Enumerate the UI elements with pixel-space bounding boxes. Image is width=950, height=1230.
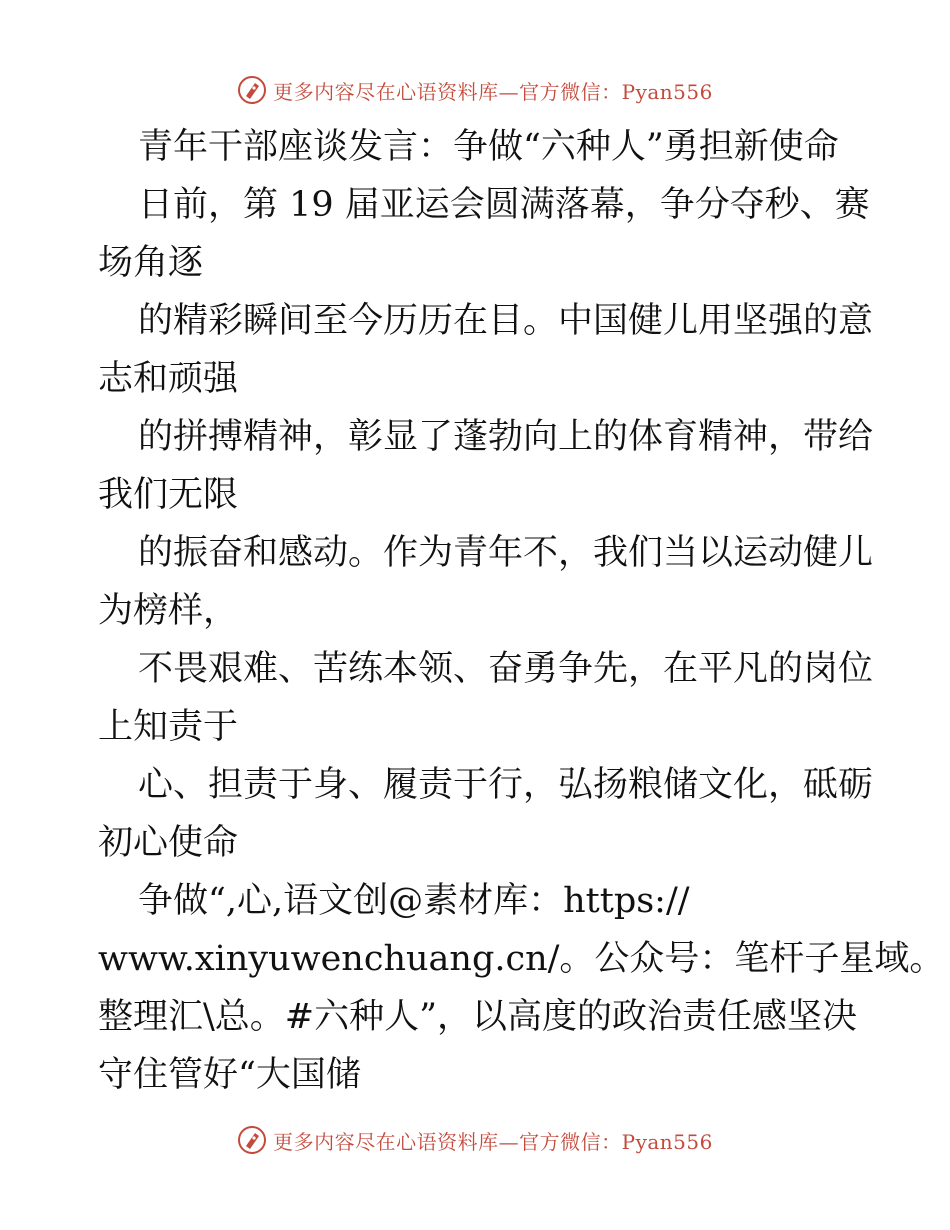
paragraph-line: 上知责于: [98, 707, 239, 747]
pen-nib-icon: [237, 75, 267, 105]
document-title: 青年干部座谈发言：争做“六种人”勇担新使命: [138, 127, 839, 167]
header-watermark: [0, 70, 950, 110]
paragraph-line: 的振奋和感动。作为青年不，我们当以运动健儿: [138, 533, 874, 573]
paragraph-line: 我们无限: [98, 475, 239, 515]
watermark-text: 更多内容尽在心语资料库—官方微信：Pyan556: [273, 1129, 713, 1154]
footer-watermark: [0, 1120, 950, 1160]
paragraph-line: 的拼搏精神，彰显了蓬勃向上的体育精神，带给: [138, 417, 874, 457]
paragraph-line: 志和顽强: [98, 359, 239, 399]
paragraph-line: 心、担责于身、履责于行，弘扬粮储文化，砥砺: [138, 765, 874, 805]
paragraph-line: 不畏艰难、苦练本领、奋勇争先，在平凡的岗位: [138, 649, 874, 689]
paragraph-line: 整理汇\总。#六种人”，以高度的政治责任感坚决: [98, 997, 858, 1037]
paragraph-line: 的精彩瞬间至今历历在目。中国健儿用坚强的意: [138, 301, 874, 341]
paragraph-line: www.xinyuwenchuang.cn/。公众号：笔杆子星域。: [98, 939, 945, 979]
paragraph-line: 争做“,心,语文创@素材库：https://: [138, 881, 690, 921]
watermark-text: 更多内容尽在心语资料库—官方微信：Pyan556: [273, 79, 713, 104]
paragraph-line: 日前，第 19 届亚运会圆满落幕，争分夺秒、赛: [138, 185, 870, 225]
document-body: [98, 118, 945, 1104]
paragraph-line: 守住管好“大国储: [98, 1055, 361, 1095]
paragraph-line: 初心使命: [98, 823, 239, 863]
paragraph-line: 为榜样，: [98, 591, 239, 631]
paragraph-line: 场角逐: [98, 243, 204, 283]
pen-nib-icon: [237, 1125, 267, 1155]
